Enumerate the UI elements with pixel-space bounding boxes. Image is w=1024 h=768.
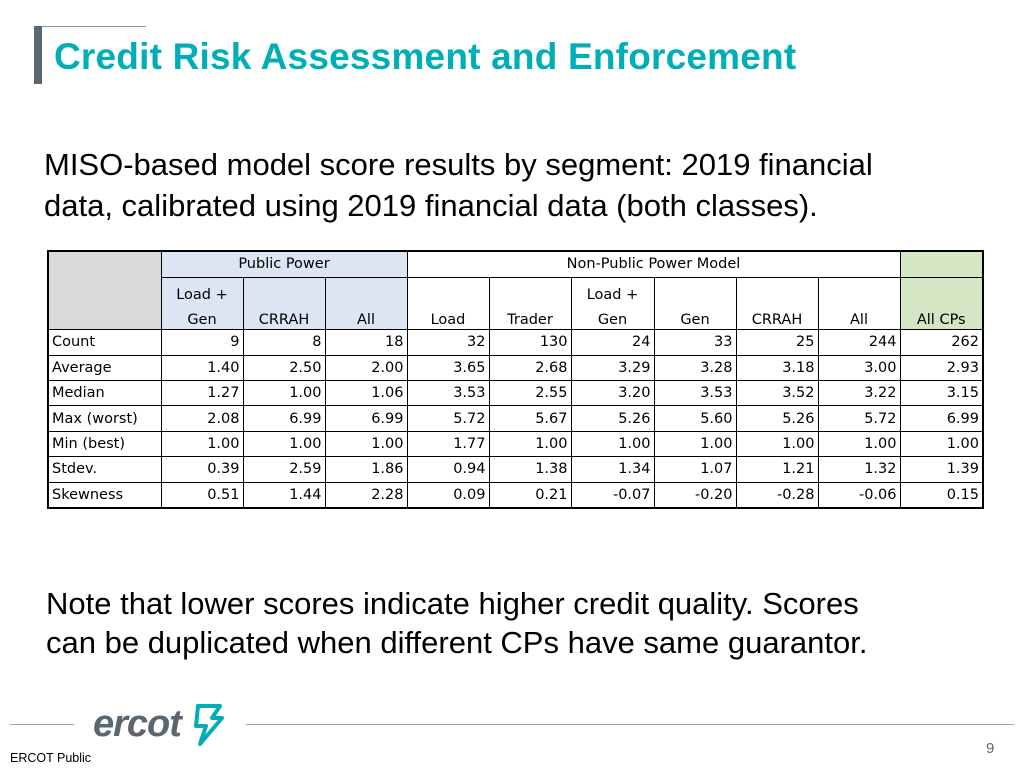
value-cell: 3.53 <box>407 380 489 405</box>
corner-cell <box>48 251 161 330</box>
value-cell: 1.40 <box>161 355 243 380</box>
value-cell: 1.34 <box>571 457 654 482</box>
value-cell: 5.60 <box>654 406 736 431</box>
intro-line-1: MISO-based model score results by segment: 2019 financial <box>44 147 873 182</box>
page-number: 9 <box>986 740 995 757</box>
value-cell: 1.86 <box>325 457 407 482</box>
group-header-row <box>48 251 983 278</box>
value-cell: 2.93 <box>900 355 983 380</box>
value-cell: 24 <box>571 330 654 355</box>
col-header-top: Load + <box>161 278 243 304</box>
value-cell: 262 <box>900 330 983 355</box>
col-header-top <box>818 278 900 304</box>
col-header: All <box>818 304 900 330</box>
value-cell: 3.53 <box>654 380 736 405</box>
value-cell: 1.00 <box>654 431 736 456</box>
all-cps-top-cell <box>900 251 983 278</box>
table-row <box>48 355 983 380</box>
value-cell: 3.22 <box>818 380 900 405</box>
value-cell: 2.55 <box>489 380 571 405</box>
value-cell: 1.06 <box>325 380 407 405</box>
row-label: Min (best) <box>48 431 161 456</box>
col-header: CRRAH <box>736 304 818 330</box>
col-header-top <box>489 278 571 304</box>
value-cell: 130 <box>489 330 571 355</box>
row-label: Skewness <box>48 482 161 508</box>
value-cell: 1.39 <box>900 457 983 482</box>
table-row <box>48 330 983 355</box>
title-accent-bar <box>34 26 42 84</box>
value-cell: 3.15 <box>900 380 983 405</box>
table-row <box>48 431 983 456</box>
value-cell: 8 <box>243 330 325 355</box>
value-cell: 1.38 <box>489 457 571 482</box>
value-cell: 1.00 <box>243 431 325 456</box>
value-cell: 3.18 <box>736 355 818 380</box>
value-cell: 1.32 <box>818 457 900 482</box>
col-header-top <box>325 278 407 304</box>
value-cell: 5.72 <box>818 406 900 431</box>
value-cell: 3.28 <box>654 355 736 380</box>
value-cell: 3.52 <box>736 380 818 405</box>
title-rule <box>42 26 146 27</box>
value-cell: -0.07 <box>571 482 654 508</box>
col-header: CRRAH <box>243 304 325 330</box>
note-text <box>46 584 1006 662</box>
value-cell: 5.67 <box>489 406 571 431</box>
value-cell: 25 <box>736 330 818 355</box>
table-body <box>48 330 983 508</box>
value-cell: 5.26 <box>571 406 654 431</box>
group-non-public-power: Non-Public Power Model <box>407 251 900 278</box>
group-public-power: Public Power <box>161 251 407 278</box>
row-label: Average <box>48 355 161 380</box>
value-cell: 5.26 <box>736 406 818 431</box>
value-cell: 0.51 <box>161 482 243 508</box>
value-cell: 18 <box>325 330 407 355</box>
col-header-top <box>736 278 818 304</box>
row-label: Median <box>48 380 161 405</box>
sub-header-top-row <box>48 278 983 304</box>
col-header-all-cps: All CPs <box>900 278 983 330</box>
value-cell: 6.99 <box>243 406 325 431</box>
row-label: Stdev. <box>48 457 161 482</box>
value-cell: 0.09 <box>407 482 489 508</box>
score-results-table <box>47 250 984 509</box>
col-header: Load <box>407 304 489 330</box>
table-row <box>48 457 983 482</box>
value-cell: 3.65 <box>407 355 489 380</box>
value-cell: 32 <box>407 330 489 355</box>
lightning-bolt-icon <box>190 702 226 748</box>
value-cell: -0.28 <box>736 482 818 508</box>
col-header: All <box>325 304 407 330</box>
value-cell: 2.59 <box>243 457 325 482</box>
value-cell: 1.00 <box>900 431 983 456</box>
value-cell: -0.06 <box>818 482 900 508</box>
value-cell: -0.20 <box>654 482 736 508</box>
classification-label: ERCOT Public <box>10 751 92 765</box>
value-cell: 1.27 <box>161 380 243 405</box>
value-cell: 9 <box>161 330 243 355</box>
value-cell: 0.15 <box>900 482 983 508</box>
footer-rule-left <box>10 724 74 725</box>
value-cell: 1.00 <box>161 431 243 456</box>
value-cell: 6.99 <box>900 406 983 431</box>
col-header: Gen <box>571 304 654 330</box>
note-line-2: can be duplicated when different CPs have same guarantor. <box>46 625 868 660</box>
col-header: Trader <box>489 304 571 330</box>
ercot-logo: ercot <box>93 703 181 745</box>
value-cell: 2.50 <box>243 355 325 380</box>
row-label: Count <box>48 330 161 355</box>
value-cell: 6.99 <box>325 406 407 431</box>
value-cell: 1.00 <box>736 431 818 456</box>
value-cell: 3.00 <box>818 355 900 380</box>
value-cell: 3.29 <box>571 355 654 380</box>
value-cell: 1.00 <box>325 431 407 456</box>
sub-header-bottom-row <box>48 304 983 330</box>
value-cell: 0.39 <box>161 457 243 482</box>
note-line-1: Note that lower scores indicate higher credit quality. Scores <box>46 586 859 621</box>
col-header-top <box>654 278 736 304</box>
row-label: Max (worst) <box>48 406 161 431</box>
table-row <box>48 482 983 508</box>
value-cell: 244 <box>818 330 900 355</box>
intro-line-2: data, calibrated using 2019 financial data (both classes). <box>44 188 818 223</box>
value-cell: 1.21 <box>736 457 818 482</box>
col-header: Gen <box>654 304 736 330</box>
col-header-top <box>243 278 325 304</box>
value-cell: 2.08 <box>161 406 243 431</box>
intro-text <box>44 144 1004 226</box>
table-row <box>48 380 983 405</box>
value-cell: 2.68 <box>489 355 571 380</box>
value-cell: 1.00 <box>243 380 325 405</box>
value-cell: 1.07 <box>654 457 736 482</box>
value-cell: 1.44 <box>243 482 325 508</box>
col-header: Gen <box>161 304 243 330</box>
value-cell: 3.20 <box>571 380 654 405</box>
value-cell: 1.00 <box>571 431 654 456</box>
col-header-top <box>407 278 489 304</box>
slide-title: Credit Risk Assessment and Enforcement <box>54 36 797 77</box>
value-cell: 33 <box>654 330 736 355</box>
table-row <box>48 406 983 431</box>
value-cell: 1.00 <box>489 431 571 456</box>
value-cell: 2.28 <box>325 482 407 508</box>
value-cell: 2.00 <box>325 355 407 380</box>
value-cell: 0.94 <box>407 457 489 482</box>
value-cell: 5.72 <box>407 406 489 431</box>
value-cell: 1.00 <box>818 431 900 456</box>
footer-rule-right <box>246 724 1014 725</box>
col-header-top: Load + <box>571 278 654 304</box>
value-cell: 1.77 <box>407 431 489 456</box>
value-cell: 0.21 <box>489 482 571 508</box>
